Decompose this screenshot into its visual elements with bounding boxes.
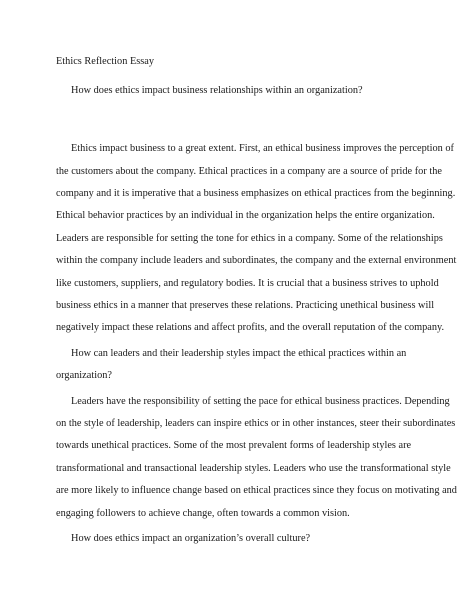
paragraph-line: engaging followers to achieve change, often towards a common vision. [56, 508, 350, 519]
paragraph-line: negatively impact these relations and affect profits, and the overall reputation of the company. [56, 322, 445, 333]
paragraph-line: company and it is imperative that a business emphasizes on ethical practices from the beginning. [56, 188, 456, 199]
paragraph-line: business ethics in a manner that preserves these relations. Practicing unethical business will [56, 300, 435, 311]
paragraph-line: Leaders are responsible for setting the tone for ethics in a company. Some of the relationships [56, 233, 443, 244]
paragraph-line: transformational and transactional leadership styles. Leaders who use the transformational style [56, 463, 451, 474]
question-line: organization? [56, 370, 112, 381]
paragraph-line: are more likely to influence change based on ethical practices since they focus on motivating and [56, 485, 457, 496]
paragraph-line: the customers about the company. Ethical practices in a company are a source of pride for the [56, 166, 442, 177]
paragraph-line: towards unethical practices. Some of the most prevalent forms of leadership styles are [56, 440, 412, 451]
paragraph-line: Ethical behavior practices by an individual in the organization helps the entire organization. [56, 210, 435, 221]
question-1: How does ethics impact business relationships within an organization? [71, 85, 363, 96]
document-title: Ethics Reflection Essay [56, 56, 155, 67]
paragraph-line: on the style of leadership, leaders can inspire ethics or in other instances, steer their subordinates [56, 418, 456, 429]
paragraph-line: within the company include leaders and subordinates, the company and the external environment [56, 255, 457, 266]
question-line: How can leaders and their leadership styles impact the ethical practices within an [71, 348, 407, 359]
paragraph-line: Ethics impact business to a great extent. First, an ethical business improves the perception of [71, 143, 454, 154]
paragraph-line: like customers, suppliers, and regulatory bodies. It is crucial that a business strives to uphold [56, 278, 439, 289]
paragraph-line: Leaders have the responsibility of setting the pace for ethical business practices. Depending [71, 396, 450, 407]
question-3: How does ethics impact an organization’s overall culture? [71, 533, 311, 544]
